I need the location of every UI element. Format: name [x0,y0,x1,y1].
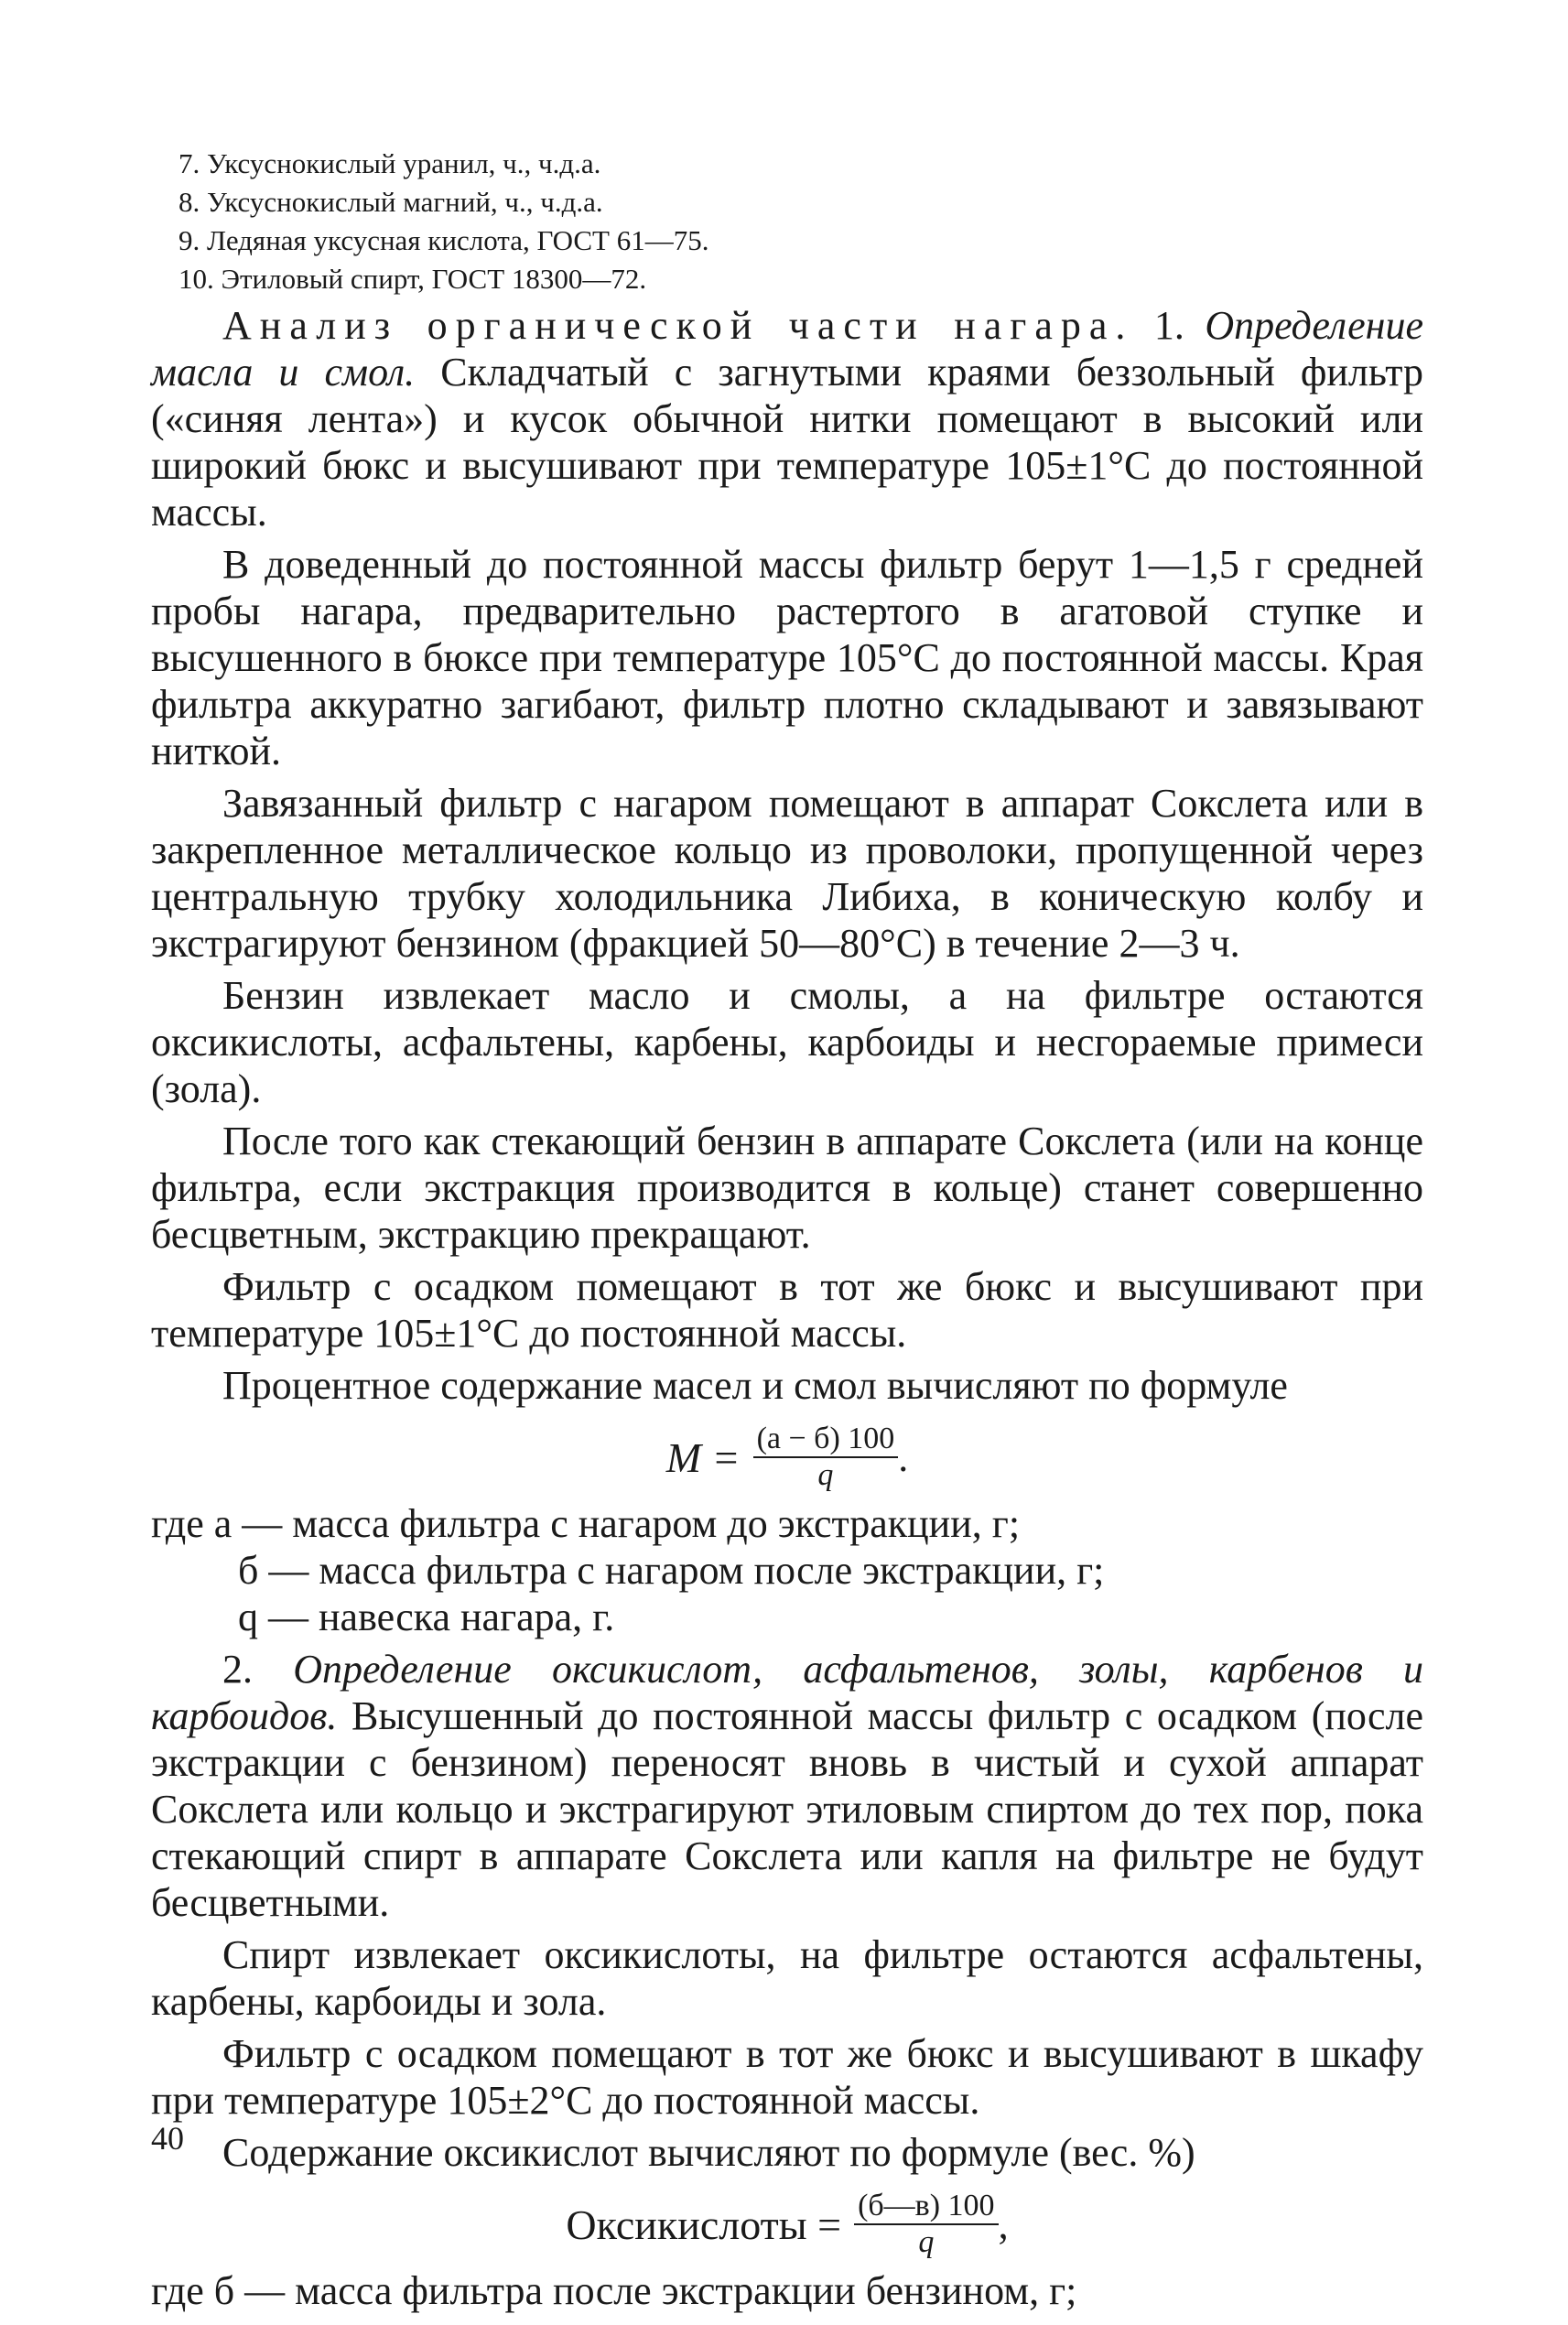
paragraph-section-2 [151,1646,1423,1926]
paragraph: После того как стекающий бензин в аппарате Сокслета (или на конце фильтра, если экстракция производится в кольце) станет совершенно бесцветным, экстракцию прекращают. [151,1119,1423,1257]
paragraph: Спирт извлекает оксикислоты, на фильтре остаются асфальтены, карбены, карбоиды и зола. [151,1932,1423,2024]
item-title: Определение оксикислот, асфальтенов, золы, карбенов и карбоидов. [151,1647,1424,1738]
paragraph: Содержание оксикислот вычисляют по формуле (вес. %) [222,2130,1195,2175]
item-number: 2. [222,1647,253,1692]
paragraph: Фильтр с осадком помещают в тот же бюкс и высушивают при температуре 105±1°С до постоянной массы. [151,1264,1423,1356]
formula-fraction [753,1422,899,1493]
paragraph-text: Высушенный до постоянной массы фильтр с осадком (после экстракции с бензином) переносят вновь в чистый и сухой аппарат Сокслета или кольцо и экстрагируют этиловым спиртом до тех пор, пока стекающий спирт в аппарате Сокслета или капля на фильтре не будут бесцветными. [151,1693,1424,1925]
formula-fraction [854,2189,999,2260]
main-text [151,302,1423,2314]
legend-line: где б — масса фильтра после экстракции бензином, г; [151,2268,1077,2313]
list-item: 8. Уксуснокислый магний, ч., ч.д.а. [178,186,603,218]
paragraph-text: Складчатый с загнутыми краями беззольный фильтр («синяя лента») и кусок обычной нитки помещают в высокий или широкий бюкс и высушивают при температуре 105±1°С до постоянной массы. [151,350,1424,535]
item-number: 1. [1153,303,1184,348]
formula-oils-resins [151,1422,1423,1493]
paragraph: Процентное содержание масел и смол вычисляют по формуле [222,1363,1288,1408]
item-title: Определение масла и смол. [151,303,1424,395]
formula-legend [151,2267,1423,2314]
paragraph: Бензин извлекает масло и смолы, а на фильтре остаются оксикислоты, асфальтены, карбены, карбоиды и несгораемые примеси (зола). [151,973,1423,1111]
formula-lhs: M = [665,1433,741,1481]
page-number: 40 [151,2120,184,2157]
formula-numerator: (a − б) 100 [753,1422,899,1458]
formula-legend [151,1500,1423,1640]
paragraph: Завязанный фильтр с нагаром помещают в аппарат Сокслета или в закрепленное металлическое кольцо из проволоки, пропущенной через центральную трубку холодильника Либиха, в коническую колбу и экстрагируют бензином (фракцией 50—80°С) в течение 2—3 ч. [151,781,1423,966]
legend-line: q — навеска нагара, г. [238,1595,615,1639]
reagent-list [178,145,709,298]
formula-tail: , [998,2201,1009,2247]
section-heading: Анализ органической части нагара. [222,303,1134,348]
paragraph: Фильтр с осадком помещают в тот же бюкс и высушивают в шкафу при температуре 105±2°С до постоянной массы. [151,2031,1423,2123]
formula-denominator: q [817,1458,834,1492]
list-item: 9. Ледяная уксусная кислота, ГОСТ 61—75. [178,224,709,256]
formula-lhs: Оксикислоты = [566,2201,842,2248]
formula-tail: . [898,1434,909,1480]
legend-line: б — масса фильтра с нагаром после экстракции, г; [238,1548,1105,1593]
list-item: 7. Уксуснокислый уранил, ч., ч.д.а. [178,147,601,179]
paragraph-analysis-intro [151,302,1423,535]
formula-denominator: q [918,2225,935,2259]
list-item: 10. Этиловый спирт, ГОСТ 18300—72. [178,263,647,295]
paragraph: В доведенный до постоянной массы фильтр берут 1—1,5 г средней пробы нагара, предварительно растертого в агатовой ступке и высушенного в бюксе при температуре 105°С до постоянной массы. Края фильтра аккуратно загибают, фильтр плотно складывают и завязывают ниткой. [151,542,1423,773]
formula-numerator: (б—в) 100 [854,2189,999,2225]
legend-line: где a — масса фильтра с нагаром до экстракции, г; [151,1501,1021,1546]
formula-oxyacids [151,2189,1423,2260]
